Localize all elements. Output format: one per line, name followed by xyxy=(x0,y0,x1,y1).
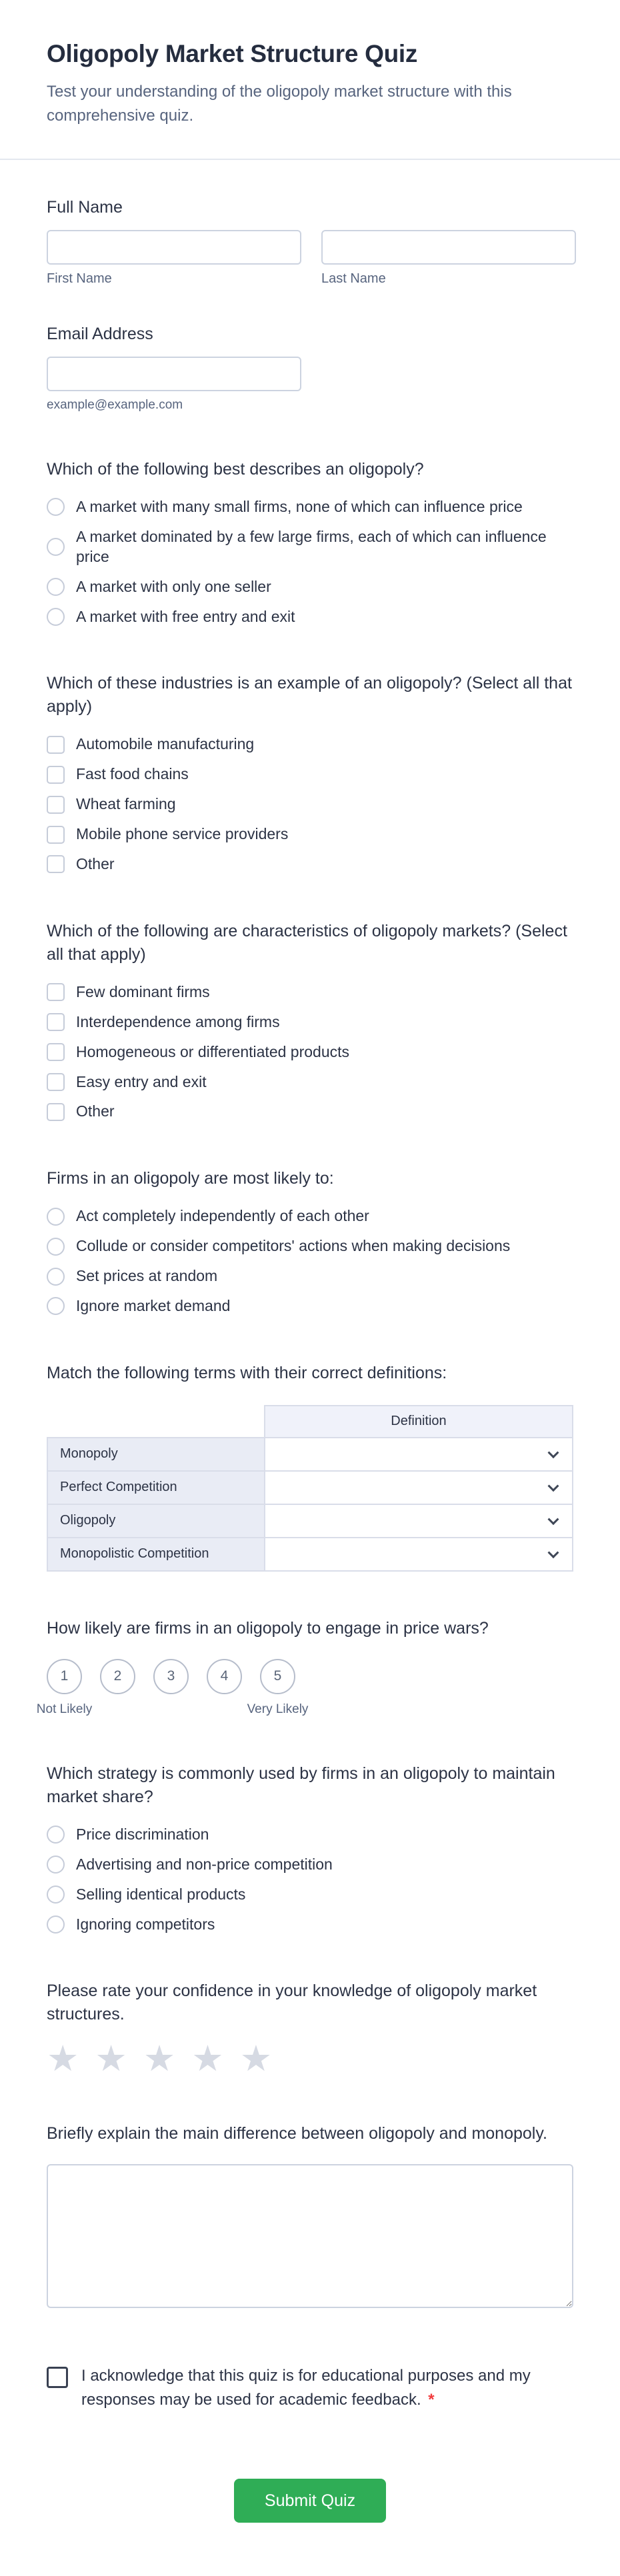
divider xyxy=(0,159,620,160)
checkbox-option[interactable] xyxy=(47,1012,573,1032)
scale-circle-3[interactable]: 3 xyxy=(153,1659,189,1694)
checkbox-option[interactable] xyxy=(47,764,573,784)
scale-circle-4[interactable]: 4 xyxy=(207,1659,242,1694)
scale-circle-2[interactable]: 2 xyxy=(100,1659,135,1694)
star-icon[interactable]: ★ xyxy=(191,2039,224,2079)
radio-icon[interactable] xyxy=(47,538,65,556)
option-label: Price discrimination xyxy=(76,1825,209,1843)
checkbox-options xyxy=(47,982,573,1122)
scale-circle-1[interactable]: 1 xyxy=(47,1659,82,1694)
email-input[interactable] xyxy=(47,357,301,391)
email-label: Email Address xyxy=(47,325,153,343)
definition-select-oligopoly[interactable] xyxy=(265,1504,573,1538)
table-corner-cell xyxy=(47,1406,265,1438)
radio-option[interactable] xyxy=(47,577,573,597)
explanation-textarea[interactable] xyxy=(47,2164,573,2308)
page-title: Oligopoly Market Structure Quiz xyxy=(47,40,418,67)
question-oligopoly-definition xyxy=(47,458,573,627)
option-label: Fast food chains xyxy=(76,765,189,783)
chevron-down-icon xyxy=(548,1514,559,1525)
option-label: Ignoring competitors xyxy=(76,1915,215,1933)
radio-icon[interactable] xyxy=(47,498,65,516)
scale-row xyxy=(36,1659,573,1717)
first-name-sublabel: First Name xyxy=(47,271,112,286)
option-label: Act completely independently of each other xyxy=(76,1207,369,1225)
question-explain-difference xyxy=(47,2122,573,2308)
question-label: Briefly explain the main difference between oligopoly and monopoly. xyxy=(47,2124,547,2143)
question-strategy xyxy=(47,1762,573,1935)
checkbox-icon[interactable] xyxy=(47,1013,65,1031)
definition-select-monopoly[interactable] xyxy=(265,1438,573,1471)
scale-option-1 xyxy=(36,1659,93,1717)
submit-row xyxy=(47,2479,573,2523)
option-label: Homogeneous or differentiated products xyxy=(76,1042,350,1060)
radio-icon[interactable] xyxy=(47,1238,65,1256)
last-name-group xyxy=(321,230,576,287)
checkbox-icon[interactable] xyxy=(47,736,65,754)
full-name-label: Full Name xyxy=(47,198,123,217)
checkbox-option[interactable] xyxy=(47,982,573,1002)
radio-icon[interactable] xyxy=(47,1297,65,1315)
definition-select-perfect-competition[interactable] xyxy=(265,1471,573,1504)
option-label: Few dominant firms xyxy=(76,982,210,1000)
question-price-wars-scale xyxy=(36,1617,573,1717)
radio-icon[interactable] xyxy=(47,578,65,596)
radio-icon[interactable] xyxy=(47,608,65,626)
option-label: Other xyxy=(76,1102,115,1120)
star-icon[interactable]: ★ xyxy=(143,2039,176,2079)
table-row xyxy=(47,1471,573,1504)
full-name-field xyxy=(47,196,573,287)
checkbox-icon[interactable] xyxy=(47,1073,65,1091)
question-label: Match the following terms with their correct definitions: xyxy=(47,1363,447,1382)
question-label: How likely are firms in an oligopoly to engage in price wars? xyxy=(47,1618,489,1638)
radio-option[interactable] xyxy=(47,607,573,627)
radio-option[interactable] xyxy=(47,1206,573,1226)
radio-option[interactable] xyxy=(47,1915,573,1935)
submit-button[interactable]: Submit Quiz xyxy=(234,2479,386,2523)
consent-checkbox[interactable] xyxy=(47,2367,68,2388)
consent-label-text: I acknowledge that this quiz is for educational purposes and my responses may be used for academic feedback. xyxy=(81,2367,531,2409)
radio-icon[interactable] xyxy=(47,1826,65,1844)
first-name-group xyxy=(47,230,301,287)
name-inputs-row xyxy=(47,230,573,287)
option-label: A market with many small firms, none of which can influence price xyxy=(76,498,523,515)
radio-option[interactable] xyxy=(47,1885,573,1905)
option-label: Other xyxy=(76,855,115,873)
table-row xyxy=(47,1504,573,1538)
checkbox-option-other[interactable] xyxy=(47,1102,573,1122)
checkbox-icon[interactable] xyxy=(47,983,65,1001)
table-row xyxy=(47,1438,573,1471)
radio-option[interactable] xyxy=(47,527,573,567)
confidence-stars xyxy=(47,2041,573,2077)
question-label: Firms in an oligopoly are most likely to: xyxy=(47,1169,334,1188)
option-label: Automobile manufacturing xyxy=(76,735,255,753)
chevron-down-icon xyxy=(548,1547,559,1558)
radio-icon[interactable] xyxy=(47,1268,65,1286)
question-label: Which of the following are characteristics of oligopoly markets? (Select all that apply) xyxy=(47,921,567,964)
scale-option-5 xyxy=(247,1659,309,1717)
option-label: Collude or consider competitors' actions when making decisions xyxy=(76,1237,511,1255)
required-asterisk: * xyxy=(428,2391,435,2409)
checkbox-icon[interactable] xyxy=(47,796,65,814)
option-label: Interdependence among firms xyxy=(76,1012,280,1030)
question-label: Please rate your confidence in your knowledge of oligopoly market structures. xyxy=(47,1981,537,2024)
radio-option[interactable] xyxy=(47,497,573,517)
form-subtitle: Test your understanding of the oligopoly market structure with this comprehensive quiz. xyxy=(47,83,512,125)
star-icon[interactable]: ★ xyxy=(95,2039,127,2079)
chevron-down-icon xyxy=(548,1480,559,1492)
option-label: A market dominated by a few large firms, each of which can influence price xyxy=(76,527,547,565)
scale-circle-5[interactable]: 5 xyxy=(260,1659,295,1694)
radio-option[interactable] xyxy=(47,1236,573,1256)
table-header-row xyxy=(47,1406,573,1438)
option-label: Mobile phone service providers xyxy=(76,825,289,843)
definition-select-monopolistic-competition[interactable] xyxy=(265,1538,573,1571)
scale-option-3 xyxy=(153,1659,189,1717)
radio-option[interactable] xyxy=(47,1296,573,1316)
option-label: Wheat farming xyxy=(76,795,176,813)
option-label: A market with only one seller xyxy=(76,577,271,595)
option-label: A market with free entry and exit xyxy=(76,607,295,625)
table-row xyxy=(47,1538,573,1571)
checkbox-icon[interactable] xyxy=(47,855,65,873)
checkbox-icon[interactable] xyxy=(47,826,65,844)
radio-option[interactable] xyxy=(47,1855,573,1875)
radio-options xyxy=(47,1825,573,1935)
radio-options xyxy=(47,1206,573,1316)
question-industries xyxy=(47,672,573,874)
consent-row[interactable] xyxy=(47,2364,573,2412)
checkbox-option[interactable] xyxy=(47,794,573,814)
star-icon[interactable]: ★ xyxy=(239,2039,273,2079)
radio-option[interactable] xyxy=(47,1266,573,1286)
option-label: Selling identical products xyxy=(76,1885,246,1903)
last-name-sublabel: Last Name xyxy=(321,271,386,286)
radio-option[interactable] xyxy=(47,1825,573,1845)
question-behavior xyxy=(47,1167,573,1316)
last-name-input[interactable] xyxy=(321,230,576,265)
term-label-oligopoly: Oligopoly xyxy=(47,1504,265,1538)
checkbox-icon[interactable] xyxy=(47,1103,65,1121)
checkbox-option[interactable] xyxy=(47,734,573,754)
checkbox-options xyxy=(47,734,573,874)
question-confidence-rating xyxy=(47,1979,573,2077)
checkbox-option[interactable] xyxy=(47,1072,573,1092)
scale-option-2 xyxy=(100,1659,135,1717)
radio-icon[interactable] xyxy=(47,1916,65,1933)
radio-options xyxy=(47,497,573,627)
first-name-input[interactable] xyxy=(47,230,301,265)
radio-icon[interactable] xyxy=(47,1856,65,1874)
radio-icon[interactable] xyxy=(47,1208,65,1226)
checkbox-icon[interactable] xyxy=(47,1043,65,1061)
consent-label xyxy=(81,2364,555,2412)
term-label-monopoly: Monopoly xyxy=(47,1438,265,1471)
match-table xyxy=(47,1405,573,1572)
chevron-down-icon xyxy=(548,1447,559,1458)
term-label-perfect-competition: Perfect Competition xyxy=(47,1471,265,1504)
term-label-monopolistic-competition: Monopolistic Competition xyxy=(47,1538,265,1571)
question-label: Which of the following best describes an oligopoly? xyxy=(47,460,424,479)
scale-option-4 xyxy=(207,1659,242,1717)
question-label: Which of these industries is an example of an oligopoly? (Select all that apply) xyxy=(47,674,572,716)
scale-left-label: Not Likely xyxy=(36,1702,93,1716)
checkbox-option[interactable] xyxy=(47,824,573,844)
question-match-definitions xyxy=(47,1362,573,1572)
scale-right-label: Very Likely xyxy=(247,1702,309,1716)
email-sublabel: example@example.com xyxy=(47,398,183,412)
checkbox-option[interactable] xyxy=(47,1042,573,1062)
question-label: Which strategy is commonly used by firms in an oligopoly to maintain market share? xyxy=(47,1764,555,1806)
star-icon[interactable]: ★ xyxy=(47,2039,79,2079)
option-label: Ignore market demand xyxy=(76,1297,231,1315)
option-label: Easy entry and exit xyxy=(76,1072,207,1090)
radio-icon[interactable] xyxy=(47,1886,65,1904)
option-label: Set prices at random xyxy=(76,1267,218,1285)
definition-column-header: Definition xyxy=(265,1406,573,1438)
question-characteristics xyxy=(47,920,573,1122)
checkbox-icon[interactable] xyxy=(47,766,65,784)
option-label: Advertising and non-price competition xyxy=(76,1855,333,1873)
email-field xyxy=(47,323,573,413)
checkbox-option-other[interactable] xyxy=(47,854,573,874)
